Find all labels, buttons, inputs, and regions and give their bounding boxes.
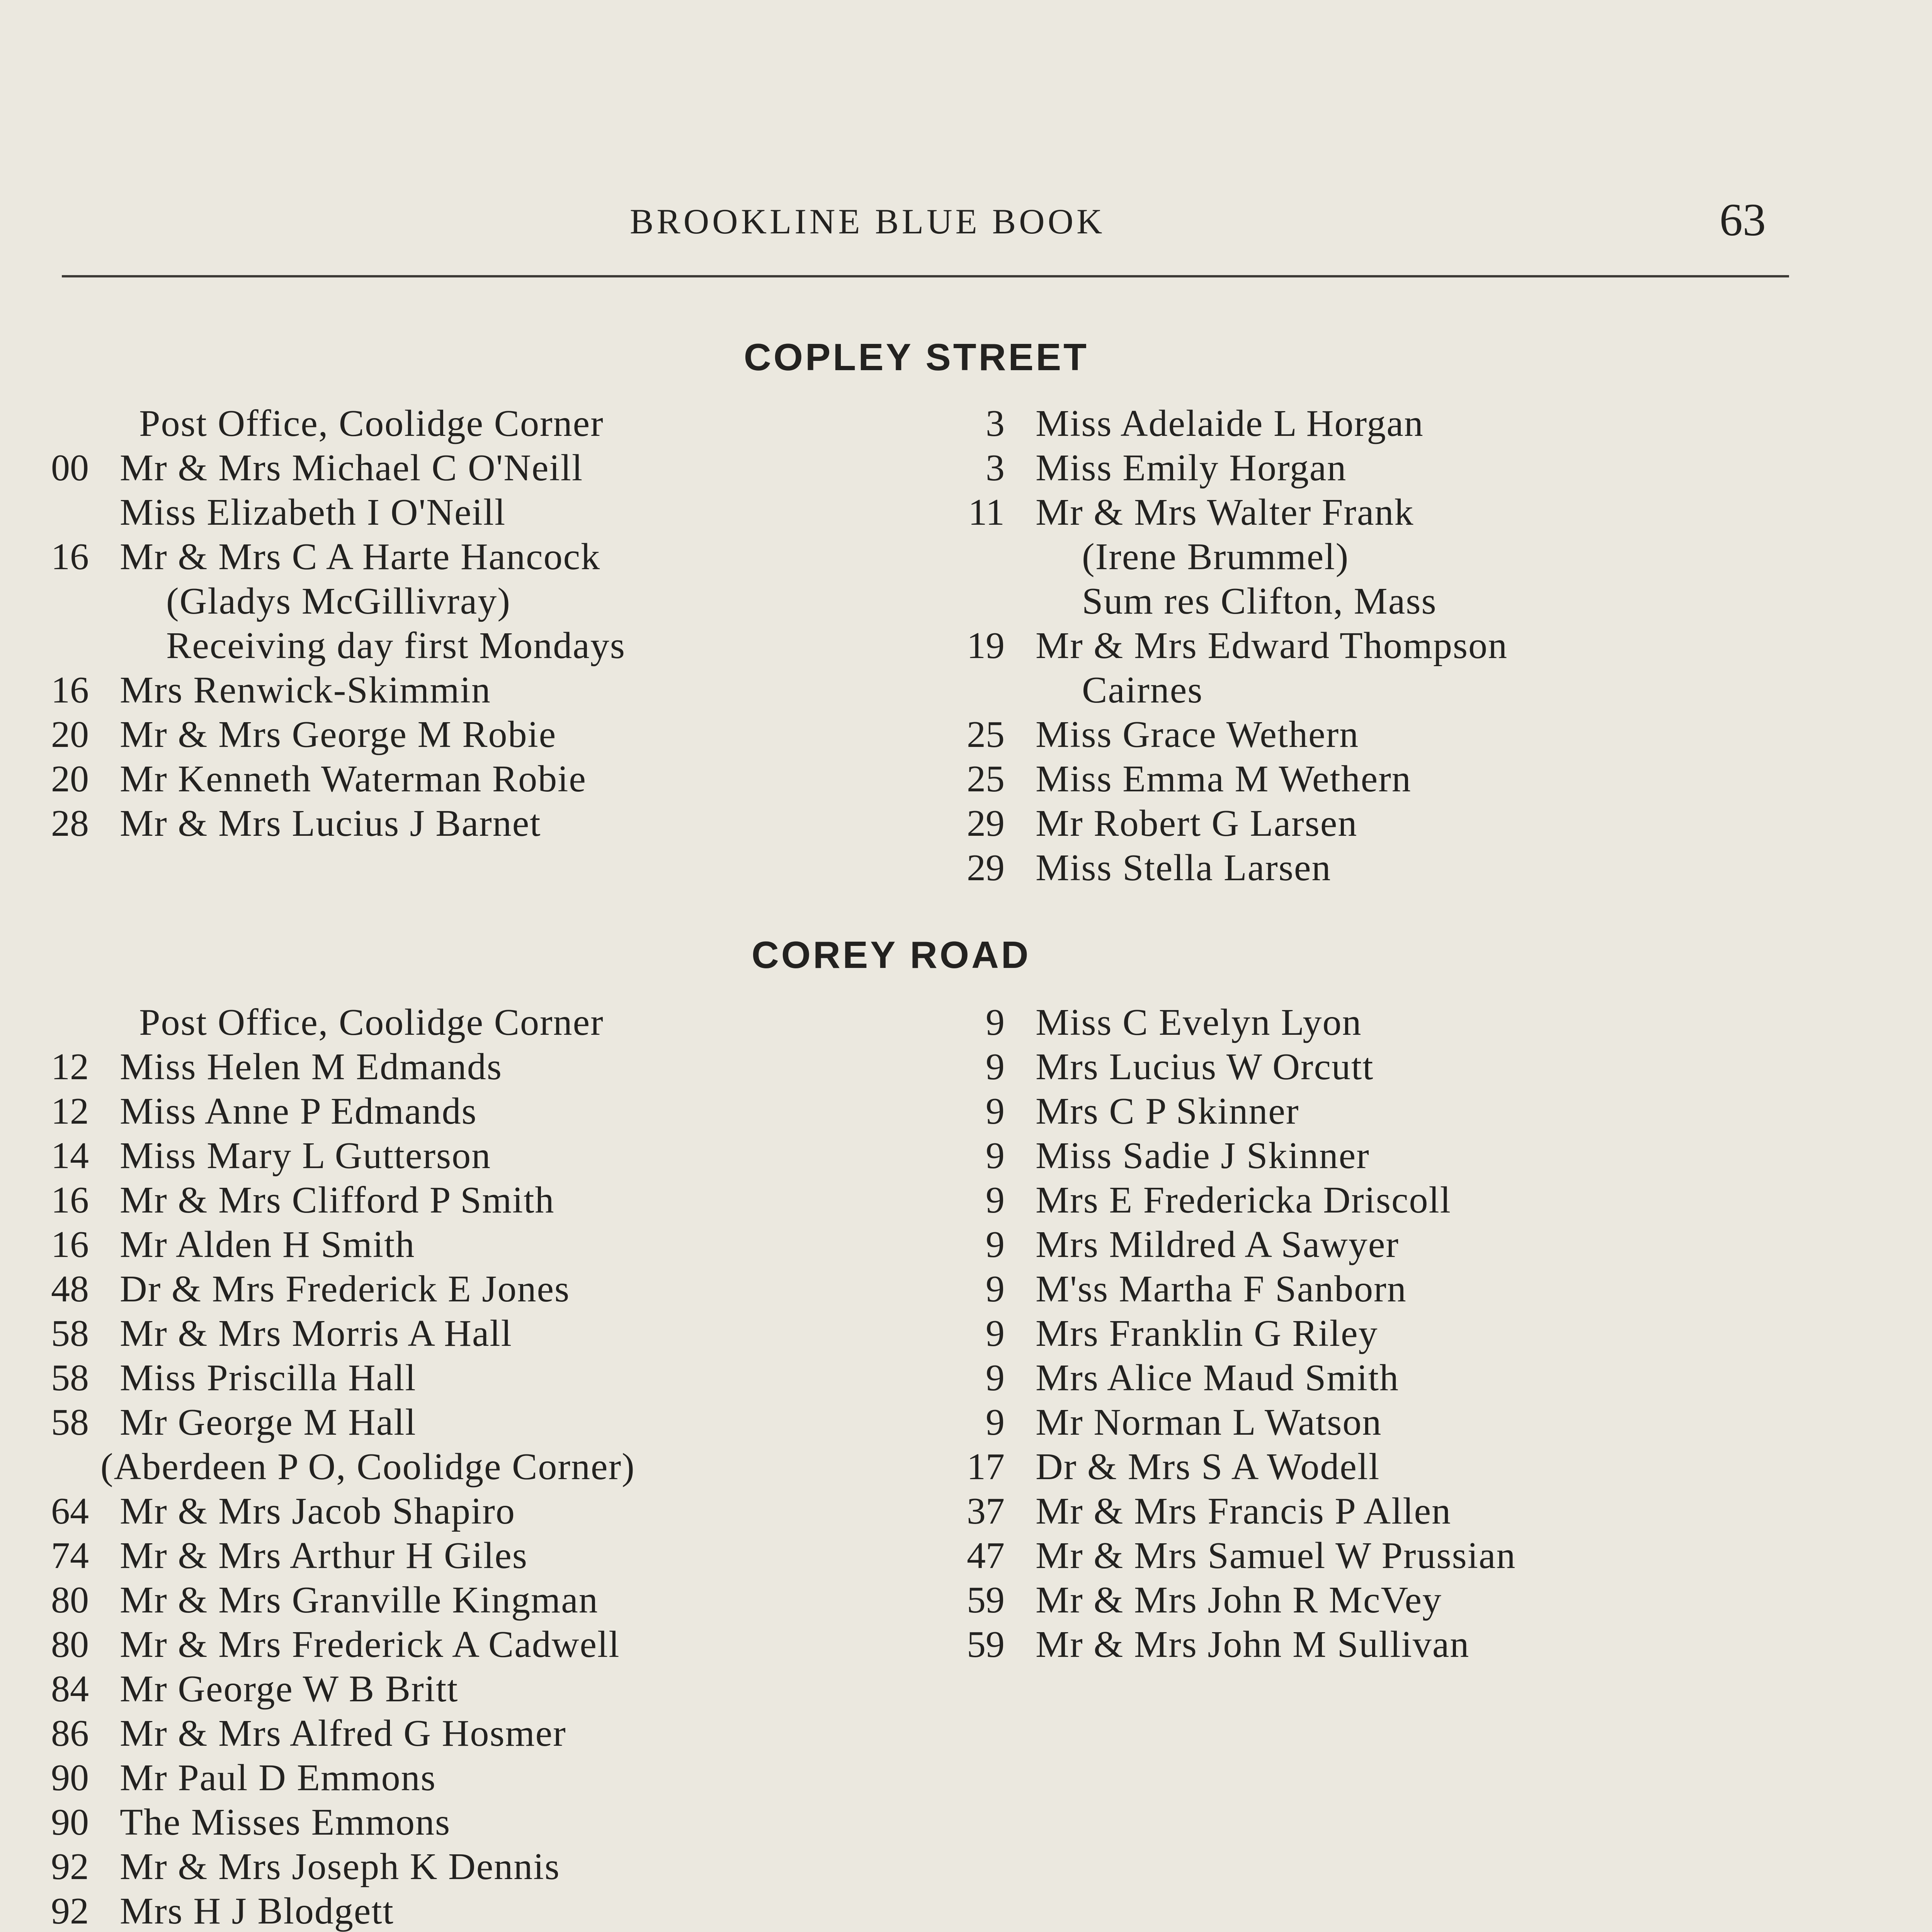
resident-name: Mr & Mrs John M Sullivan (1036, 1624, 1470, 1665)
house-number: 29 (967, 803, 1005, 844)
directory-entry (939, 1179, 1932, 1223)
resident-name: Mr & Mrs Michael C O'Neill (120, 447, 583, 489)
directory-entry (939, 1534, 1932, 1578)
page-header (0, 193, 1932, 247)
directory-entry (939, 713, 1932, 757)
section-title-corey-road: COREY ROAD (752, 934, 1031, 976)
house-number: 11 (968, 492, 1005, 533)
house-number: 9 (986, 1002, 1005, 1043)
directory-entry (939, 1356, 1932, 1401)
resident-name: Dr & Mrs S A Wodell (1036, 1446, 1380, 1488)
resident-name: M'ss Martha F Sanborn (1036, 1268, 1407, 1310)
house-number: 74 (51, 1535, 89, 1577)
directory-entry (23, 1045, 912, 1090)
page-number: 63 (1719, 194, 1766, 245)
house-number: 80 (51, 1579, 89, 1621)
directory-entry (23, 580, 912, 624)
house-number: 9 (986, 1179, 1005, 1221)
resident-name: Miss Priscilla Hall (120, 1357, 417, 1399)
directory-entry (23, 1001, 912, 1045)
house-number: 3 (986, 447, 1005, 489)
directory-entry (939, 1623, 1932, 1667)
directory-entry (23, 713, 912, 757)
directory-entry (23, 668, 912, 713)
house-number: 47 (967, 1535, 1005, 1577)
directory-entry (23, 1667, 912, 1712)
resident-name: Mrs Franklin G Riley (1036, 1313, 1378, 1354)
directory-entry (23, 1889, 912, 1932)
resident-name: Miss Helen M Edmands (120, 1046, 502, 1088)
directory-entry (23, 1267, 912, 1312)
directory-entry (23, 802, 912, 846)
directory-entry (23, 757, 912, 802)
directory-entry (939, 1312, 1932, 1356)
resident-name: Miss Adelaide L Horgan (1036, 403, 1424, 444)
resident-name: Mr & Mrs C A Harte Hancock (120, 536, 601, 578)
house-number: 58 (51, 1357, 89, 1399)
resident-name: Mr Kenneth Waterman Robie (120, 758, 587, 800)
directory-entry (939, 1578, 1932, 1623)
house-number: 17 (967, 1446, 1005, 1488)
directory-entry (939, 491, 1932, 535)
header-rule (62, 275, 1789, 277)
resident-name: (Aberdeen P O, Coolidge Corner) (100, 1446, 635, 1488)
resident-name: Mr & Mrs Lucius J Barnet (120, 803, 541, 844)
directory-entry (23, 1712, 912, 1756)
house-number: 58 (51, 1313, 89, 1354)
house-number: 9 (986, 1401, 1005, 1443)
directory-entry (23, 491, 912, 535)
house-number: 25 (967, 758, 1005, 800)
resident-name: Mrs Alice Maud Smith (1036, 1357, 1400, 1399)
directory-entry (23, 1490, 912, 1534)
house-number: 19 (967, 625, 1005, 667)
directory-entry (939, 535, 1932, 580)
resident-name: Cairnes (1082, 669, 1203, 711)
resident-name: (Gladys McGillivray) (166, 580, 511, 622)
resident-name: Miss Grace Wethern (1036, 714, 1359, 755)
directory-entry (939, 802, 1932, 846)
house-number: 16 (51, 1224, 89, 1265)
resident-name: Mrs Lucius W Orcutt (1036, 1046, 1374, 1088)
house-number: 84 (51, 1668, 89, 1710)
resident-name: Mrs E Fredericka Driscoll (1036, 1179, 1451, 1221)
directory-entry (23, 1801, 912, 1845)
house-number: 59 (967, 1624, 1005, 1665)
house-number: 9 (986, 1357, 1005, 1399)
directory-entry (939, 446, 1932, 491)
house-number: 25 (967, 714, 1005, 755)
house-number: 12 (51, 1090, 89, 1132)
copley-right-column (939, 402, 1932, 891)
house-number: 90 (51, 1757, 89, 1799)
resident-name: Mr Robert G Larsen (1036, 803, 1358, 844)
resident-name: Miss Anne P Edmands (120, 1090, 477, 1132)
house-number: 20 (51, 714, 89, 755)
resident-name: Mrs C P Skinner (1036, 1090, 1299, 1132)
resident-name: Mr & Mrs Joseph K Dennis (120, 1846, 560, 1888)
house-number: 86 (51, 1713, 89, 1754)
directory-entry (23, 1445, 912, 1490)
house-number: 37 (967, 1490, 1005, 1532)
directory-entry (23, 1223, 912, 1267)
house-number: 80 (51, 1624, 89, 1665)
resident-name: Mr & Mrs Granville Kingman (120, 1579, 599, 1621)
directory-entry (23, 1534, 912, 1578)
resident-name: Mr & Mrs Edward Thompson (1036, 625, 1508, 667)
house-number: 00 (51, 447, 89, 489)
resident-name: Mr Paul D Emmons (120, 1757, 436, 1799)
directory-entry (939, 1134, 1932, 1179)
resident-name: The Misses Emmons (120, 1801, 451, 1843)
resident-name: Post Office, Coolidge Corner (139, 403, 604, 444)
corey-left-column (23, 1001, 912, 1932)
section-title-copley-street: COPLEY STREET (744, 336, 1089, 378)
house-number: 3 (986, 403, 1005, 444)
house-number: 9 (986, 1224, 1005, 1265)
resident-name: Mr Norman L Watson (1036, 1401, 1382, 1443)
directory-entry (23, 402, 912, 446)
resident-name: Mr Alden H Smith (120, 1224, 415, 1265)
directory-entry (23, 1356, 912, 1401)
directory-entry (939, 1045, 1932, 1090)
directory-entry (23, 1312, 912, 1356)
resident-name: Receiving day first Mondays (166, 625, 626, 667)
directory-entry (939, 1001, 1932, 1045)
directory-entry (23, 1090, 912, 1134)
resident-name: Sum res Clifton, Mass (1082, 580, 1437, 622)
resident-name: Mr & Mrs Jacob Shapiro (120, 1490, 515, 1532)
house-number: 59 (967, 1579, 1005, 1621)
house-number: 9 (986, 1046, 1005, 1088)
directory-entry (939, 1445, 1932, 1490)
resident-name: Miss Mary L Gutterson (120, 1135, 492, 1177)
directory-entry (939, 846, 1932, 891)
resident-name: Mr George W B Britt (120, 1668, 459, 1710)
running-title: BROOKLINE BLUE BOOK (630, 202, 1105, 241)
resident-name: Mrs Mildred A Sawyer (1036, 1224, 1399, 1265)
corey-right-column (939, 1001, 1932, 1667)
house-number: 14 (51, 1135, 89, 1177)
resident-name: Miss Stella Larsen (1036, 847, 1332, 889)
resident-name: Mr & Mrs Francis P Allen (1036, 1490, 1452, 1532)
resident-name: Mr & Mrs George M Robie (120, 714, 557, 755)
resident-name: Mr & Mrs Morris A Hall (120, 1313, 512, 1354)
resident-name: Mrs Renwick-Skimmin (120, 669, 491, 711)
house-number: 28 (51, 803, 89, 844)
house-number: 20 (51, 758, 89, 800)
house-number: 29 (967, 847, 1005, 889)
resident-name: Miss Elizabeth I O'Neill (120, 492, 506, 533)
directory-entry (939, 757, 1932, 802)
directory-entry (939, 1223, 1932, 1267)
directory-entry (939, 402, 1932, 446)
house-number: 48 (51, 1268, 89, 1310)
house-number: 9 (986, 1313, 1005, 1354)
directory-entry (23, 1845, 912, 1889)
resident-name: Mr & Mrs Alfred G Hosmer (120, 1713, 566, 1754)
resident-name: Mr & Mrs Frederick A Cadwell (120, 1624, 620, 1665)
directory-entry (23, 1578, 912, 1623)
house-number: 16 (51, 1179, 89, 1221)
directory-entry (23, 1134, 912, 1179)
house-number: 92 (51, 1846, 89, 1888)
resident-name: Dr & Mrs Frederick E Jones (120, 1268, 570, 1310)
directory-entry (939, 1267, 1932, 1312)
directory-entry (939, 624, 1932, 668)
resident-name: (Irene Brummel) (1082, 536, 1349, 578)
copley-left-column (23, 402, 912, 846)
directory-entry (939, 668, 1932, 713)
directory-entry (23, 446, 912, 491)
house-number: 58 (51, 1401, 89, 1443)
directory-entry (939, 1401, 1932, 1445)
resident-name: Miss Sadie J Skinner (1036, 1135, 1370, 1177)
house-number: 64 (51, 1490, 89, 1532)
resident-name: Miss Emma M Wethern (1036, 758, 1412, 800)
house-number: 9 (986, 1268, 1005, 1310)
resident-name: Mr & Mrs John R McVey (1036, 1579, 1442, 1621)
directory-entry (23, 1756, 912, 1801)
directory-entry (939, 1490, 1932, 1534)
resident-name: Mr & Mrs Walter Frank (1036, 492, 1414, 533)
directory-entry (23, 1179, 912, 1223)
house-number: 16 (51, 669, 89, 711)
resident-name: Mr & Mrs Arthur H Giles (120, 1535, 528, 1577)
directory-entry (23, 1623, 912, 1667)
resident-name: Post Office, Coolidge Corner (139, 1002, 604, 1043)
directory-entry (23, 535, 912, 580)
resident-name: Miss C Evelyn Lyon (1036, 1002, 1362, 1043)
resident-name: Mr & Mrs Samuel W Prussian (1036, 1535, 1516, 1577)
directory-entry (939, 1090, 1932, 1134)
resident-name: Mr George M Hall (120, 1401, 417, 1443)
directory-entry (23, 624, 912, 668)
house-number: 9 (986, 1135, 1005, 1177)
resident-name: Mr & Mrs Clifford P Smith (120, 1179, 555, 1221)
house-number: 92 (51, 1890, 89, 1932)
house-number: 90 (51, 1801, 89, 1843)
house-number: 9 (986, 1090, 1005, 1132)
house-number: 16 (51, 536, 89, 578)
directory-entry (939, 580, 1932, 624)
resident-name: Mrs H J Blodgett (120, 1890, 394, 1932)
house-number: 12 (51, 1046, 89, 1088)
directory-entry (23, 1401, 912, 1445)
resident-name: Miss Emily Horgan (1036, 447, 1347, 489)
